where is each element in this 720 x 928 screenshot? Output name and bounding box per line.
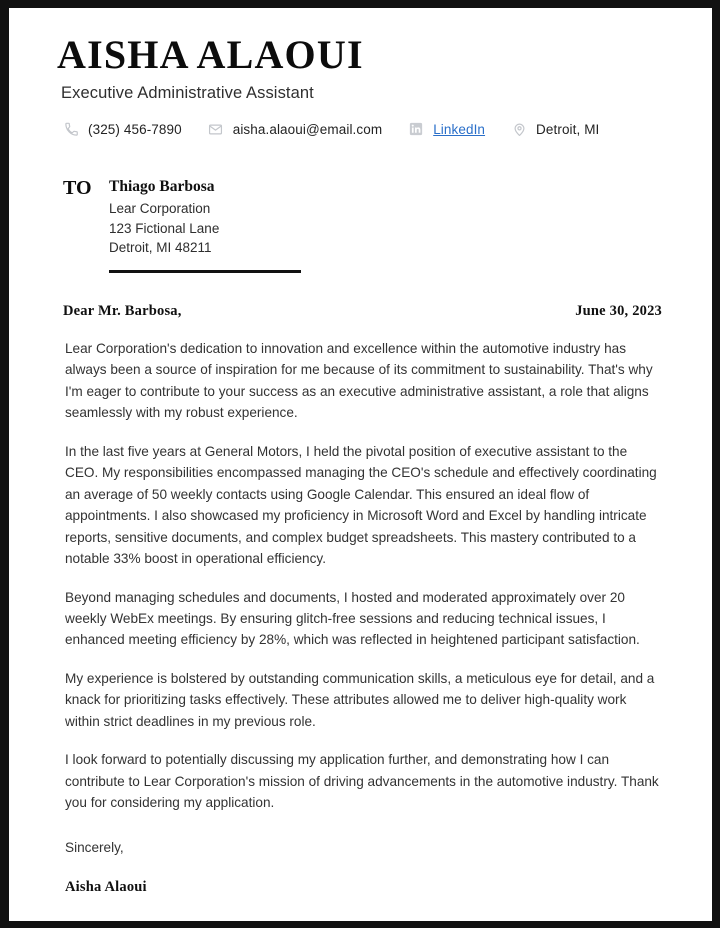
body-paragraph: I look forward to potentially discussing my application further, and demonstrating how I can contribute to Lear Corporation's mission of driving advancements in the automotive industry. Thank you for considering my application. xyxy=(65,752,659,811)
recipient-block xyxy=(63,177,672,273)
phone-value: (325) 456-7890 xyxy=(88,121,182,137)
salutation: Dear Mr. Barbosa, xyxy=(63,302,182,319)
contact-linkedin[interactable] xyxy=(408,121,485,137)
cover-letter-page xyxy=(9,8,712,921)
recipient-company: Lear Corporation xyxy=(109,201,211,217)
recipient-street: 123 Fictional Lane xyxy=(109,220,220,236)
recipient-divider xyxy=(109,270,301,273)
location-pin-icon xyxy=(511,121,527,137)
contact-email xyxy=(208,121,382,137)
envelope-icon xyxy=(208,121,224,137)
salutation-row xyxy=(63,303,662,320)
closing-word: Sincerely, xyxy=(65,839,124,855)
letter-date: June 30, 2023 xyxy=(575,302,662,319)
recipient-city-state-zip: Detroit, MI 48211 xyxy=(109,240,212,256)
location-value: Detroit, MI xyxy=(536,121,600,137)
phone-icon xyxy=(63,121,79,137)
signature-name: Aisha Alaoui xyxy=(65,878,147,895)
contact-phone xyxy=(63,121,182,137)
linkedin-icon xyxy=(408,121,424,137)
contact-location xyxy=(511,121,599,137)
body-paragraph: Lear Corporation's dedication to innovation and excellence within the automotive industry has always been a source of inspiration for me because of its commitment to sustainability. That's why I'm eager to contribute to your success as an executive administrative assistant, a role that aligns seamlessly with my robust experience. xyxy=(65,340,653,421)
linkedin-link[interactable]: LinkedIn xyxy=(433,121,486,137)
job-title: Executive Administrative Assistant xyxy=(61,84,314,102)
recipient-address xyxy=(109,177,672,273)
body-paragraph: Beyond managing schedules and documents, I hosted and moderated approximately over 20 weekly WebEx meetings. By ensuring glitch-free sessions and reducing technical issues, I enhanced meeting efficiency by 28%, which was reflected in heightened participant satisfaction. xyxy=(65,589,640,648)
email-value: aisha.alaoui@email.com xyxy=(232,121,383,137)
recipient-name: Thiago Barbosa xyxy=(109,178,215,195)
body-paragraph: My experience is bolstered by outstanding communication skills, a meticulous eye for detail, and a knack for prioritizing tasks effectively. These attributes allowed me to deliver high-quality work within strict deadlines in my previous role. xyxy=(65,670,655,729)
letter-header xyxy=(57,34,672,137)
page-title: AISHA ALAOUI xyxy=(57,32,364,77)
to-label: TO xyxy=(63,177,92,199)
contact-row xyxy=(63,121,672,137)
letter-closing xyxy=(65,840,672,896)
body-paragraph: In the last five years at General Motors, I held the pivotal position of executive assistant to the CEO. My responsibilities encompassed managing the CEO's schedule and effectively coordinating an average of 50 weekly contacts using Google Calendar. This ensured an ideal flow of appointments. I also showcased my proficiency in Microsoft Word and Excel by handling intricate reports, sensitive documents, and complex budget spreadsheets. This mastery contributed to a notable 33% boost in operational efficiency. xyxy=(65,443,657,567)
letter-body xyxy=(65,338,660,814)
